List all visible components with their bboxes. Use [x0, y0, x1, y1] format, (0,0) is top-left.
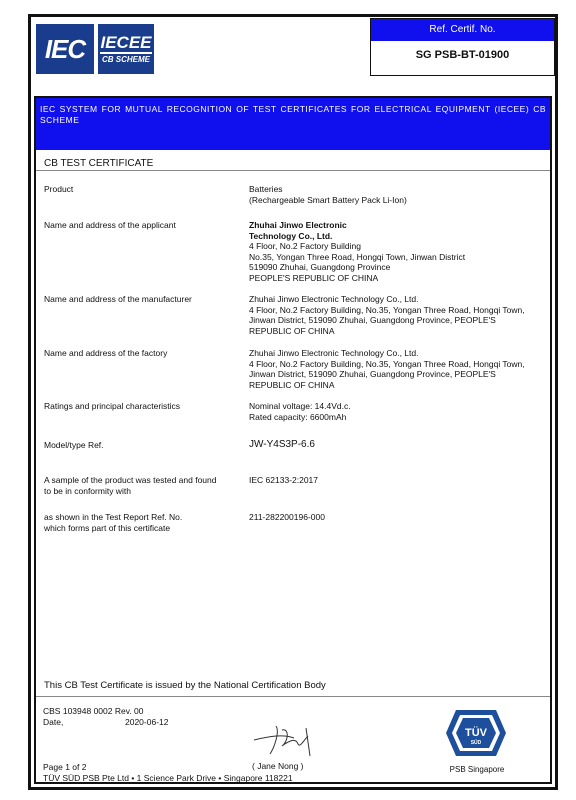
report-label-2: which forms part of this certificate	[44, 522, 171, 533]
signature	[250, 718, 320, 758]
tuv-sud-logo	[446, 708, 506, 758]
tuv-logo-text: TÜV	[465, 727, 487, 739]
standard-value: IEC 62133-2:2017	[249, 475, 318, 485]
psb-singapore: PSB Singapore	[449, 765, 505, 774]
model-label: Model/type Ref.	[44, 440, 104, 450]
manufacturer-line-1: Zhuhai Jinwo Electronic Technology Co., Ltd.	[249, 294, 419, 304]
product-desc: (Rechargeable Smart Battery Pack Li-Ion)	[249, 194, 407, 205]
factory-label: Name and address of the factory	[44, 348, 168, 358]
model-value: JW-Y4S3P-6.6	[249, 439, 315, 450]
product-label: Product	[44, 184, 74, 194]
factory-line-2: 4 Floor, No.2 Factory Building, No.35, Yongan Three Road, Hongqi Town,	[249, 358, 525, 369]
manufacturer-value	[249, 294, 549, 336]
certificate-title: CB TEST CERTIFICATE	[44, 158, 154, 169]
signer-name: ( Jane Nong )	[252, 761, 304, 771]
manufacturer-line-2: 4 Floor, No.2 Factory Building, No.35, Yongan Three Road, Hongqi Town,	[249, 304, 525, 315]
page-number: Page 1 of 2	[43, 762, 87, 772]
report-label-1: as shown in the Test Report Ref. No.	[44, 512, 183, 522]
ratings-label: Ratings and principal characteristics	[44, 401, 181, 411]
applicant-name-1: Zhuhai Jinwo Electronic	[249, 220, 347, 230]
divider	[36, 170, 550, 171]
ref-certificate-box	[370, 18, 555, 76]
issued-statement: This CB Test Certificate is issued by the National Certification Body	[44, 680, 326, 691]
certificate-body	[34, 96, 552, 784]
scheme-banner: IEC SYSTEM FOR MUTUAL RECOGNITION OF TEST CERTIFICATES FOR ELECTRICAL EQUIPMENT (IECEE) CB SCHEME	[36, 98, 550, 150]
report-number: 211-282200196-000	[249, 512, 325, 522]
company-address: TÜV SÜD PSB Pte Ltd • 1 Science Park Drive • Singapore 118221	[43, 773, 293, 783]
applicant-addr-2: No.35, Yongan Three Road, Hongqi Town, Jinwan District	[249, 251, 466, 262]
applicant-value	[249, 220, 549, 283]
factory-line-4: REPUBLIC OF CHINA	[249, 379, 335, 390]
rated-capacity: Rated capacity: 6600mAh	[249, 411, 347, 422]
factory-line-1: Zhuhai Jinwo Electronic Technology Co., Ltd.	[249, 348, 419, 358]
applicant-addr-4: PEOPLE'S REPUBLIC OF CHINA	[249, 272, 379, 283]
applicant-addr-3: 519090 Zhuhai, Guangdong Province	[249, 262, 391, 272]
date-label: Date,	[43, 717, 64, 727]
ratings-value	[249, 401, 549, 422]
iec-logo: IEC	[36, 24, 94, 74]
applicant-label: Name and address of the applicant	[44, 220, 176, 230]
product-name: Batteries	[249, 184, 283, 194]
sample-label-1: A sample of the product was tested and found	[44, 475, 217, 485]
product-value	[249, 184, 549, 205]
sample-label-2: to be in conformity with	[44, 485, 131, 496]
factory-line-3: Jinwan District, 519090 Zhuhai, Guangdong Province, PEOPLE'S	[249, 369, 496, 379]
cb-scheme-logo-text: CB SCHEME	[101, 55, 150, 64]
report-label	[44, 512, 239, 533]
sample-label	[44, 475, 239, 496]
ref-number: SG PSB-BT-01900	[415, 49, 510, 61]
factory-value	[249, 348, 549, 390]
sud-logo-text: SÜD	[470, 740, 482, 746]
date-value: 2020-06-12	[125, 717, 169, 727]
manufacturer-line-4: REPUBLIC OF CHINA	[249, 325, 335, 336]
iecee-logo	[98, 24, 154, 74]
iecee-logo-text: IECEE	[100, 33, 152, 52]
ref-title: Ref. Certif. No.	[371, 19, 554, 41]
applicant-name-2: Technology Co., Ltd.	[249, 230, 333, 241]
manufacturer-line-3: Jinwan District, 519090 Zhuhai, Guangdong Province, PEOPLE'S	[249, 315, 496, 325]
manufacturer-label: Name and address of the manufacturer	[44, 294, 192, 304]
nominal-voltage: Nominal voltage: 14.4Vd.c.	[249, 401, 351, 411]
divider	[36, 696, 550, 697]
form-number: CBS 103948 0002 Rev. 00	[43, 706, 144, 716]
iec-logo-area	[32, 18, 157, 80]
applicant-addr-1: 4 Floor, No.2 Factory Building	[249, 241, 361, 251]
